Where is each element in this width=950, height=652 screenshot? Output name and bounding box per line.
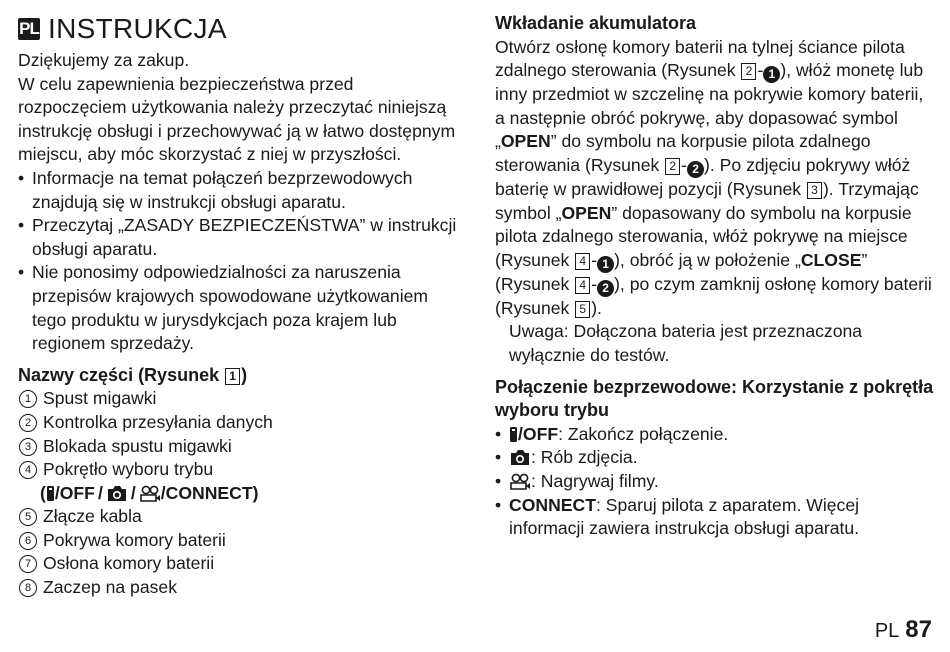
list-item: • : Nagrywaj filmy. [495, 470, 659, 491]
left-column [18, 12, 466, 600]
part-item: 5 Złącze kabla [18, 505, 466, 529]
intro-paragraph: W celu zapewnienia bezpieczeństwa przed rozpoczęciem użytkowania należy przeczytać niniejszą instrukcję obsługi i przechowywać ją w łatwo dostępnym miejscu, aby móc skorzystać z niej w przyszłości. [18, 73, 456, 165]
title-text: INSTRUKCJA [48, 13, 227, 44]
list-item: • : Rób zdjęcia. [495, 447, 638, 468]
part-item: 6 Pokrywa komory baterii [18, 529, 466, 553]
page-title [18, 12, 466, 46]
part-item: 4 Pokrętło wyboru trybu [18, 458, 466, 482]
list-item: • Przeczytaj „ZASADY BEZPIECZEŃSTWA” w instrukcji obsługi aparatu. [18, 215, 457, 259]
remote-off-icon [509, 426, 518, 443]
step-marker: 1 [763, 66, 780, 83]
page-number: PL 87 [874, 616, 932, 643]
language-badge: PL [19, 19, 39, 38]
part-item: 3 Blokada spustu migawki [18, 435, 466, 459]
list-item: • /OFF: Zakończ połączenie. [495, 423, 729, 444]
part-item: 2 Kontrolka przesyłania danych [18, 411, 466, 435]
battery-paragraph: Otwórz osłonę komory baterii na tylnej ściance pilota zdalnego sterowania (Rysunek 2 - 1 ), włóż monetę lub inny przedmiot w szczelinę na pokrywie komory baterii, a następnie obróć pokrywę, aby dopasować symbol „OPEN” do symbolu na korpusie pilota zdalnego sterowania (Rysunek 2 - 2 ). Po zdjęciu pokrywy włóż baterię w prawidłowej pozycji (Rysunek 3 ). Trzymając symbol „OPEN” dopasowany do symbolu na korpusie pilota zdalnego sterowania, włóż pokrywę na miejsce (Rysunek 4 - 1 ), obróć ją w położenie „CLOSE” (Rysunek 4 - 2 ), po czym zamknij osłonę komory baterii (Rysunek 5 ). [495, 36, 932, 318]
intro-thanks: Dziękujemy za zakup. [18, 50, 190, 70]
remote-off-icon [46, 485, 55, 502]
list-item: • Informacje na temat połączeń bezprzewodowych znajdują się w instrukcji obsługi aparatu. [18, 167, 413, 212]
figure-ref: 2 [741, 63, 756, 80]
video-icon [509, 473, 531, 490]
figure-ref: 5 [575, 301, 590, 318]
part-item: 1 Spust migawki [18, 387, 466, 411]
step-marker: 1 [597, 256, 614, 273]
step-marker: 2 [687, 161, 704, 178]
part-item: 8 Zaczep na pasek [18, 576, 466, 600]
part-item: 7 Osłona komory baterii [18, 552, 466, 576]
mode-dial-options: ( /OFF / / /CONNECT ) [40, 482, 259, 503]
figure-ref: 2 [665, 158, 680, 175]
battery-note: Uwaga: Dołączona bateria jest przeznaczona wyłącznie do testów. [509, 321, 863, 365]
figure-ref: 4 [575, 277, 590, 294]
list-item: • Nie ponosimy odpowiedzialności za naruszenia przepisów krajowych spowodowane użytkowaniem tego produktu w jurysdykcjach poza krajem lub regionem sprzedaży. [18, 262, 429, 354]
step-marker: 2 [597, 280, 614, 297]
figure-ref: 3 [807, 182, 822, 199]
parts-heading: Nazwy części (Rysunek 1 ) [18, 364, 248, 385]
wireless-heading: Połączenie bezprzewodowe: Korzystanie z pokrętła wyboru trybu [495, 376, 934, 421]
right-column [495, 12, 935, 541]
camera-icon [106, 485, 128, 502]
figure-ref: 4 [575, 253, 590, 270]
battery-heading: Wkładanie akumulatora [495, 13, 697, 33]
list-item: • CONNECT: Sparuj pilota z aparatem. Więcej informacji zawiera instrukcja obsługi aparatu. [495, 494, 860, 539]
camera-icon [509, 449, 531, 466]
figure-ref: 1 [225, 368, 240, 385]
video-icon [139, 485, 161, 502]
